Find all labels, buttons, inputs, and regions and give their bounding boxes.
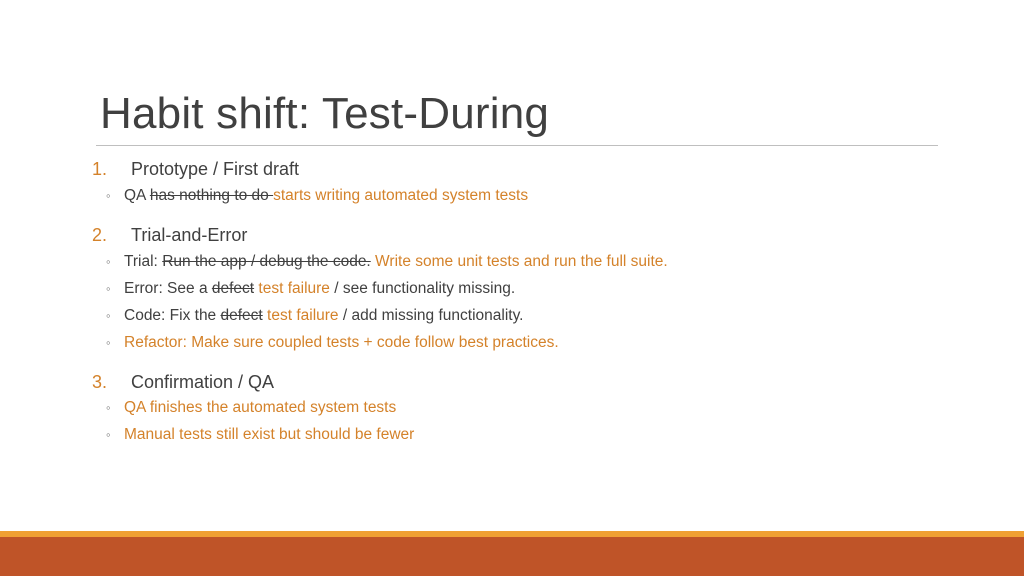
list-item-confirmation [92, 370, 274, 394]
list-item-trial-and-error [92, 223, 247, 247]
sub-bullet [106, 278, 515, 300]
sub-bullet [106, 332, 559, 354]
bullet-icon: ◦ [106, 281, 111, 296]
highlight-text: Write some unit tests and run the full suite. [370, 253, 668, 270]
highlight-text: starts writing automated system tests [273, 187, 529, 204]
sub-bullet [106, 305, 524, 327]
bullet-text: Trial: [124, 253, 163, 270]
struck-text: defect [211, 280, 255, 297]
bullet-text: Code: Fix the [124, 307, 221, 324]
bullet-text: / add missing functionality. [338, 307, 524, 324]
struck-text: defect [220, 307, 263, 324]
list-number: 2. [92, 225, 108, 245]
bullet-icon: ◦ [106, 188, 111, 203]
highlight-text: test failure [262, 307, 339, 324]
bullet-text: QA [124, 187, 150, 204]
list-heading: Trial-and-Error [131, 225, 248, 245]
struck-text: has nothing to do [149, 187, 274, 204]
highlight-text: QA finishes the automated system tests [124, 399, 397, 416]
bullet-icon: ◦ [106, 400, 111, 415]
list-number: 1. [92, 159, 108, 179]
sub-bullet [106, 251, 668, 273]
bullet-text: / see functionality missing. [329, 280, 516, 297]
struck-text: Run the app / debug the code. [162, 253, 371, 270]
list-number: 3. [92, 372, 108, 392]
bullet-text: Error: See a [124, 280, 212, 297]
highlight-text: Manual tests still exist but should be fewer [124, 426, 415, 443]
sub-bullet [106, 424, 414, 446]
footer-band [0, 537, 1024, 576]
slide-title: Habit shift: Test-During [100, 89, 550, 138]
list-heading: Confirmation / QA [131, 372, 275, 392]
list-heading: Prototype / First draft [131, 159, 300, 179]
highlight-text: test failure [254, 280, 330, 297]
bullet-icon: ◦ [106, 308, 111, 323]
highlight-text: Refactor: Make sure coupled tests + code follow best practices. [124, 334, 559, 351]
bullet-icon: ◦ [106, 427, 111, 442]
sub-bullet [106, 397, 396, 419]
bullet-icon: ◦ [106, 335, 111, 350]
sub-bullet [106, 185, 528, 207]
bullet-icon: ◦ [106, 254, 111, 269]
list-item-prototype [92, 157, 299, 181]
